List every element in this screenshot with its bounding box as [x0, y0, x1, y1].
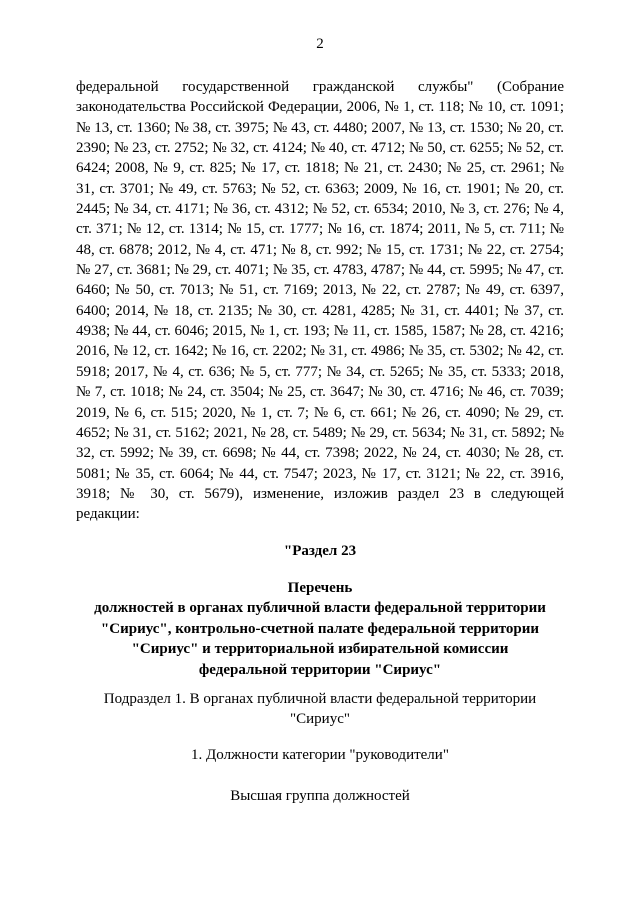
subsection-title [60, 689, 580, 730]
list-title [60, 578, 580, 680]
subsection-title-line: "Сириус" [290, 711, 350, 728]
list-title-line: федеральной территории "Сириус" [198, 661, 442, 678]
category-title: 1. Должности категории "руководители" [191, 747, 449, 763]
section-title: "Раздел 23 [283, 543, 357, 559]
subsection-title-line: Подраздел 1. В органах публичной власти федеральной территории [103, 691, 537, 707]
list-title-line: "Сириус" и территориальной избирательной комиссии [131, 641, 509, 658]
list-heading: Перечень [287, 580, 353, 596]
page-number: 2 [316, 36, 324, 52]
group-title: Высшая группа должностей [230, 788, 410, 804]
list-title-line: должностей в органах публичной власти федеральной территории [94, 600, 546, 617]
body-paragraph: федеральной государственной гражданской службы" (Собрание законодательства Российской Федерации, 2006, № 1, ст. 118; № 10, ст. 1091; № 13, ст. 1360; № 38, ст. 3975; № 43, ст. 4480; 2007, № 13, ст. 1530; № 20, ст. 2390; № 23, ст. 2752; № 32, ст. 4124; № 40, ст. 4712; № 50, ст. 6255; № 52, ст. 6424; 2008, № 9, ст. 825; № 17, ст. 1818; № 21, ст. 2430; № 25, ст. 2961; № 31, ст. 3701; № 49, ст. 5763; № 52, ст. 6363; 2009, № 16, ст. 1901; № 20, ст. 2445; № 34, ст. 4171; № 36, ст. 4312; № 52, ст. 6534; 2010, № 3, ст. 276; № 4, ст. 371; № 12, ст. 1314; № 15, ст. 1777; № 16, ст. 1874; 2011, № 5, ст. 711; № 48, ст. 6878; 2012, № 4, ст. 471; № 8, ст. 992; № 15, ст. 1731; № 22, ст. 2754; № 27, ст. 3681; № 29, ст. 4071; № 35, ст. 4783, 4787; № 44, ст. 5995; № 47, ст. 6460; № 50, ст. 7013; № 51, ст. 7169; 2013, № 22, ст. 2787; № 49, ст. 6397, 6400; 2014, № 18, ст. 2135; № 30, ст. 4281, 4285; № 31, ст. 4401; № 37, ст. 4938; № 44, ст. 6046; 2015, № 1, ст. 193; № 11, ст. 1585, 1587; № 28, ст. 4216; 2016, № 12, ст. 1642; № 16, ст. 2202; № 31, ст. 4986; № 35, ст. 5302; № 42, ст. 5918; 2017, № 4, ст. 636; № 5, ст. 777; № 34, ст. 5265; № 35, ст. 5333; 2018, № 7, ст. 1018; № 24, ст. 3504; № 25, ст. 3647; № 30, ст. 4716; № 46, ст. 7039; 2019, № 6, ст. 515; 2020, № 1, ст. 7; № 6, ст. 661; № 26, ст. 4090; № 29, ст. 4652; № 31, ст. 5162; 2021, № 28, ст. 5489; № 29, ст. 5634; № 31, ст. 5892; № 32, ст. 5992; № 39, ст. 6698; № 44, ст. 7398; 2022, № 24, ст. 4030; № 28, ст. 5081; № 35, ст. 6064; № 44, ст. 7547; 2023, № 17, ст. 3121; № 22, ст. 3916, 3918; № 30, ст. 5679), изменение, изложив раздел 23 в следующей редакции: [76, 79, 564, 523]
list-title-line: "Сириус", контрольно-счетной палате федеральной территории [100, 620, 540, 637]
